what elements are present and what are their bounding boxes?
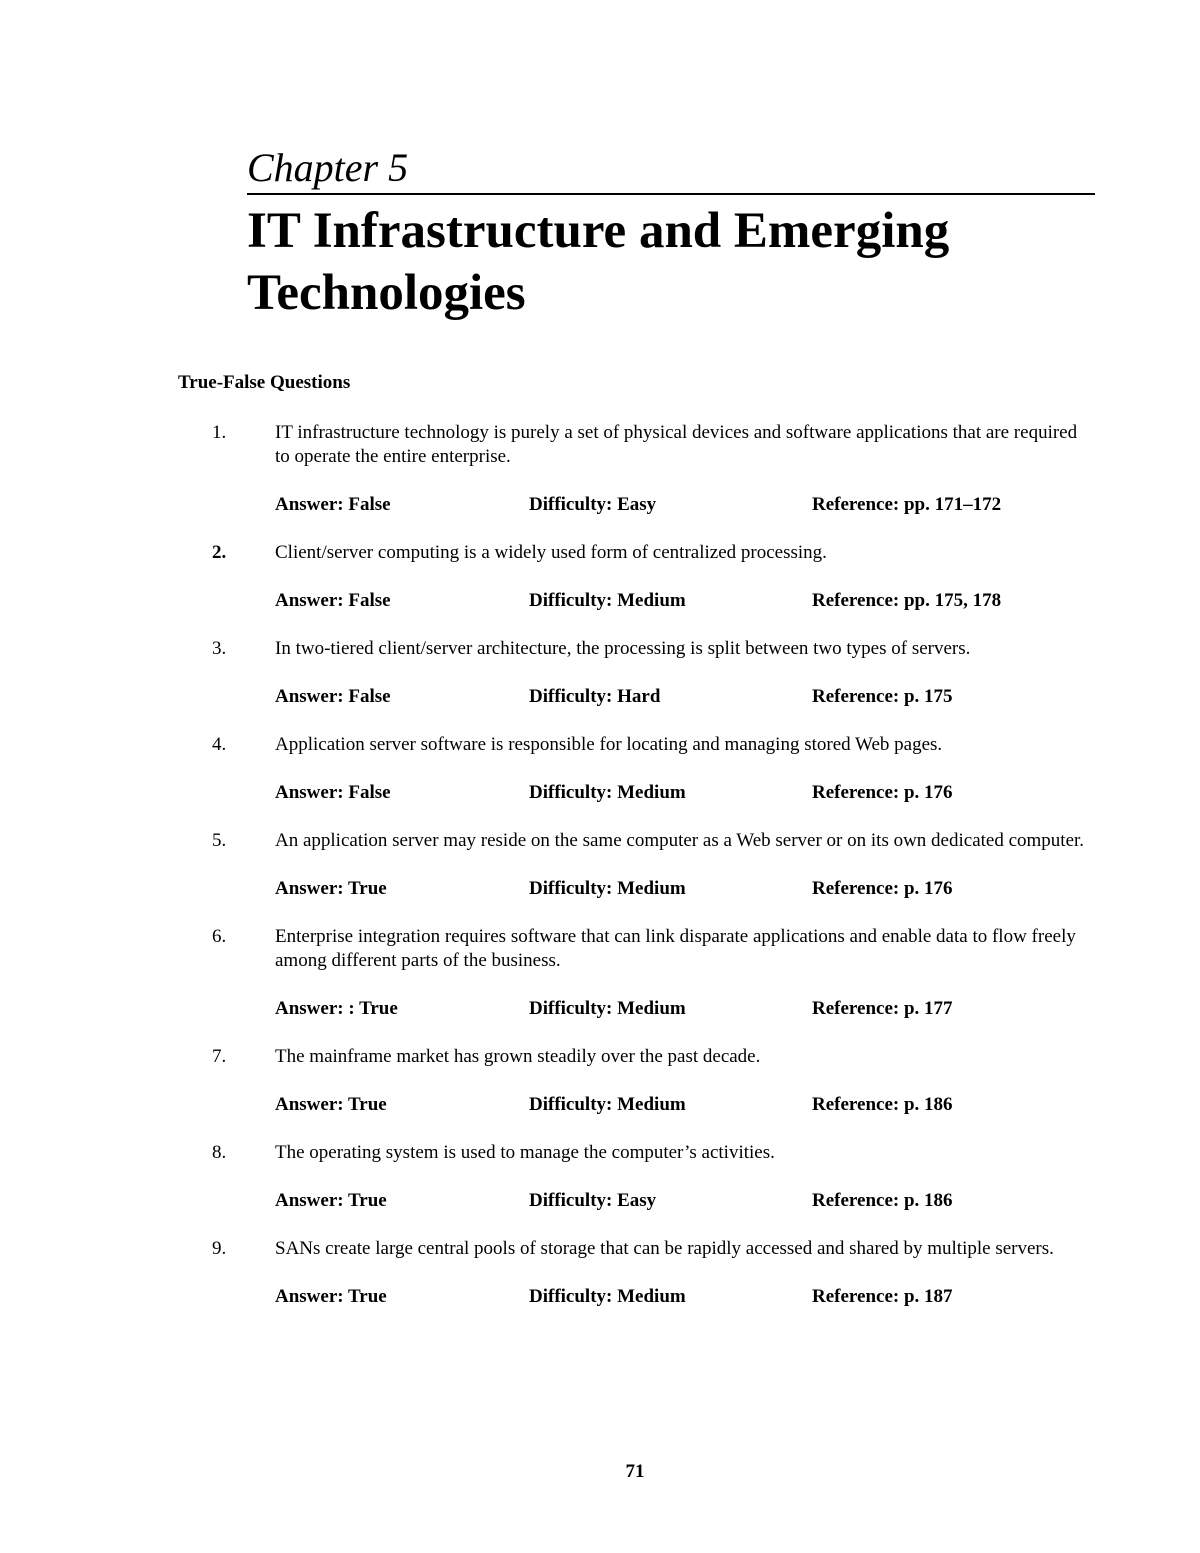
question-number: 3. xyxy=(212,638,227,659)
question-text: IT infrastructure technology is purely a set of physical devices and software applications that are required to operate the entire enterprise. xyxy=(275,422,1078,467)
question-text: SANs create large central pools of storage that can be rapidly accessed and shared by multiple servers. xyxy=(275,1238,1054,1259)
section-heading: True-False Questions xyxy=(178,372,351,393)
reference-label: Reference: p. 176 xyxy=(812,878,953,899)
question-item xyxy=(0,637,1200,709)
question-text: Client/server computing is a widely used form of centralized processing. xyxy=(275,542,827,563)
question-meta xyxy=(275,589,1200,613)
question-text: The mainframe market has grown steadily over the past decade. xyxy=(275,1046,761,1067)
answer-label: Answer: False xyxy=(275,782,391,803)
question-number: 4. xyxy=(212,734,227,755)
chapter-title: IT Infrastructure and Emerging Technologies xyxy=(247,203,950,321)
answer-label: Answer: True xyxy=(275,1190,387,1211)
question-item xyxy=(0,733,1200,805)
difficulty-label: Difficulty: Medium xyxy=(529,1286,686,1307)
question-item xyxy=(0,829,1200,901)
question-text: Application server software is responsible for locating and managing stored Web pages. xyxy=(275,734,943,755)
reference-label: Reference: p. 187 xyxy=(812,1286,953,1307)
question-meta xyxy=(275,1189,1200,1213)
difficulty-label: Difficulty: Medium xyxy=(529,1094,686,1115)
difficulty-label: Difficulty: Medium xyxy=(529,878,686,899)
question-text: The operating system is used to manage the computer’s activities. xyxy=(275,1142,775,1163)
question-item xyxy=(0,1237,1200,1309)
question-meta xyxy=(275,685,1200,709)
reference-label: Reference: p. 176 xyxy=(812,782,953,803)
question-meta xyxy=(275,781,1200,805)
question-item xyxy=(0,421,1200,517)
chapter-label: Chapter 5 xyxy=(247,145,1095,195)
answer-label: Answer: False xyxy=(275,590,391,611)
reference-label: Reference: p. 177 xyxy=(812,998,953,1019)
difficulty-label: Difficulty: Medium xyxy=(529,590,686,611)
question-meta xyxy=(275,1093,1200,1117)
question-number: 1. xyxy=(212,422,227,443)
reference-label: Reference: pp. 175, 178 xyxy=(812,590,1002,611)
answer-label: Answer: True xyxy=(275,1094,387,1115)
question-item xyxy=(0,1141,1200,1213)
difficulty-label: Difficulty: Medium xyxy=(529,782,686,803)
question-meta xyxy=(275,493,1200,517)
answer-label: Answer: True xyxy=(275,878,387,899)
difficulty-label: Difficulty: Easy xyxy=(529,1190,657,1211)
question-item xyxy=(0,1045,1200,1117)
difficulty-label: Difficulty: Hard xyxy=(529,686,661,707)
question-text: Enterprise integration requires software that can link disparate applications and enable data to flow freely among different parts of the business. xyxy=(275,926,1076,971)
reference-label: Reference: pp. 171–172 xyxy=(812,494,1002,515)
question-list xyxy=(0,421,1200,1333)
difficulty-label: Difficulty: Easy xyxy=(529,494,657,515)
reference-label: Reference: p. 186 xyxy=(812,1190,953,1211)
question-number: 8. xyxy=(212,1142,227,1163)
question-number: 2. xyxy=(212,542,227,563)
question-number: 6. xyxy=(212,926,227,947)
page-number: 71 xyxy=(625,1461,645,1482)
answer-label: Answer: False xyxy=(275,494,391,515)
question-text: In two-tiered client/server architecture, the processing is split between two types of servers. xyxy=(275,638,971,659)
reference-label: Reference: p. 175 xyxy=(812,686,953,707)
difficulty-label: Difficulty: Medium xyxy=(529,998,686,1019)
question-number: 5. xyxy=(212,830,227,851)
answer-label: Answer: True xyxy=(275,1286,387,1307)
question-text: An application server may reside on the same computer as a Web server or on its own dedicated computer. xyxy=(275,830,1085,851)
question-number: 7. xyxy=(212,1046,227,1067)
answer-label: Answer: : True xyxy=(275,998,398,1019)
answer-label: Answer: False xyxy=(275,686,391,707)
question-item xyxy=(0,925,1200,1021)
question-number: 9. xyxy=(212,1238,227,1259)
question-meta xyxy=(275,997,1200,1021)
reference-label: Reference: p. 186 xyxy=(812,1094,953,1115)
question-item xyxy=(0,541,1200,613)
question-meta xyxy=(275,1285,1200,1309)
question-meta xyxy=(275,877,1200,901)
